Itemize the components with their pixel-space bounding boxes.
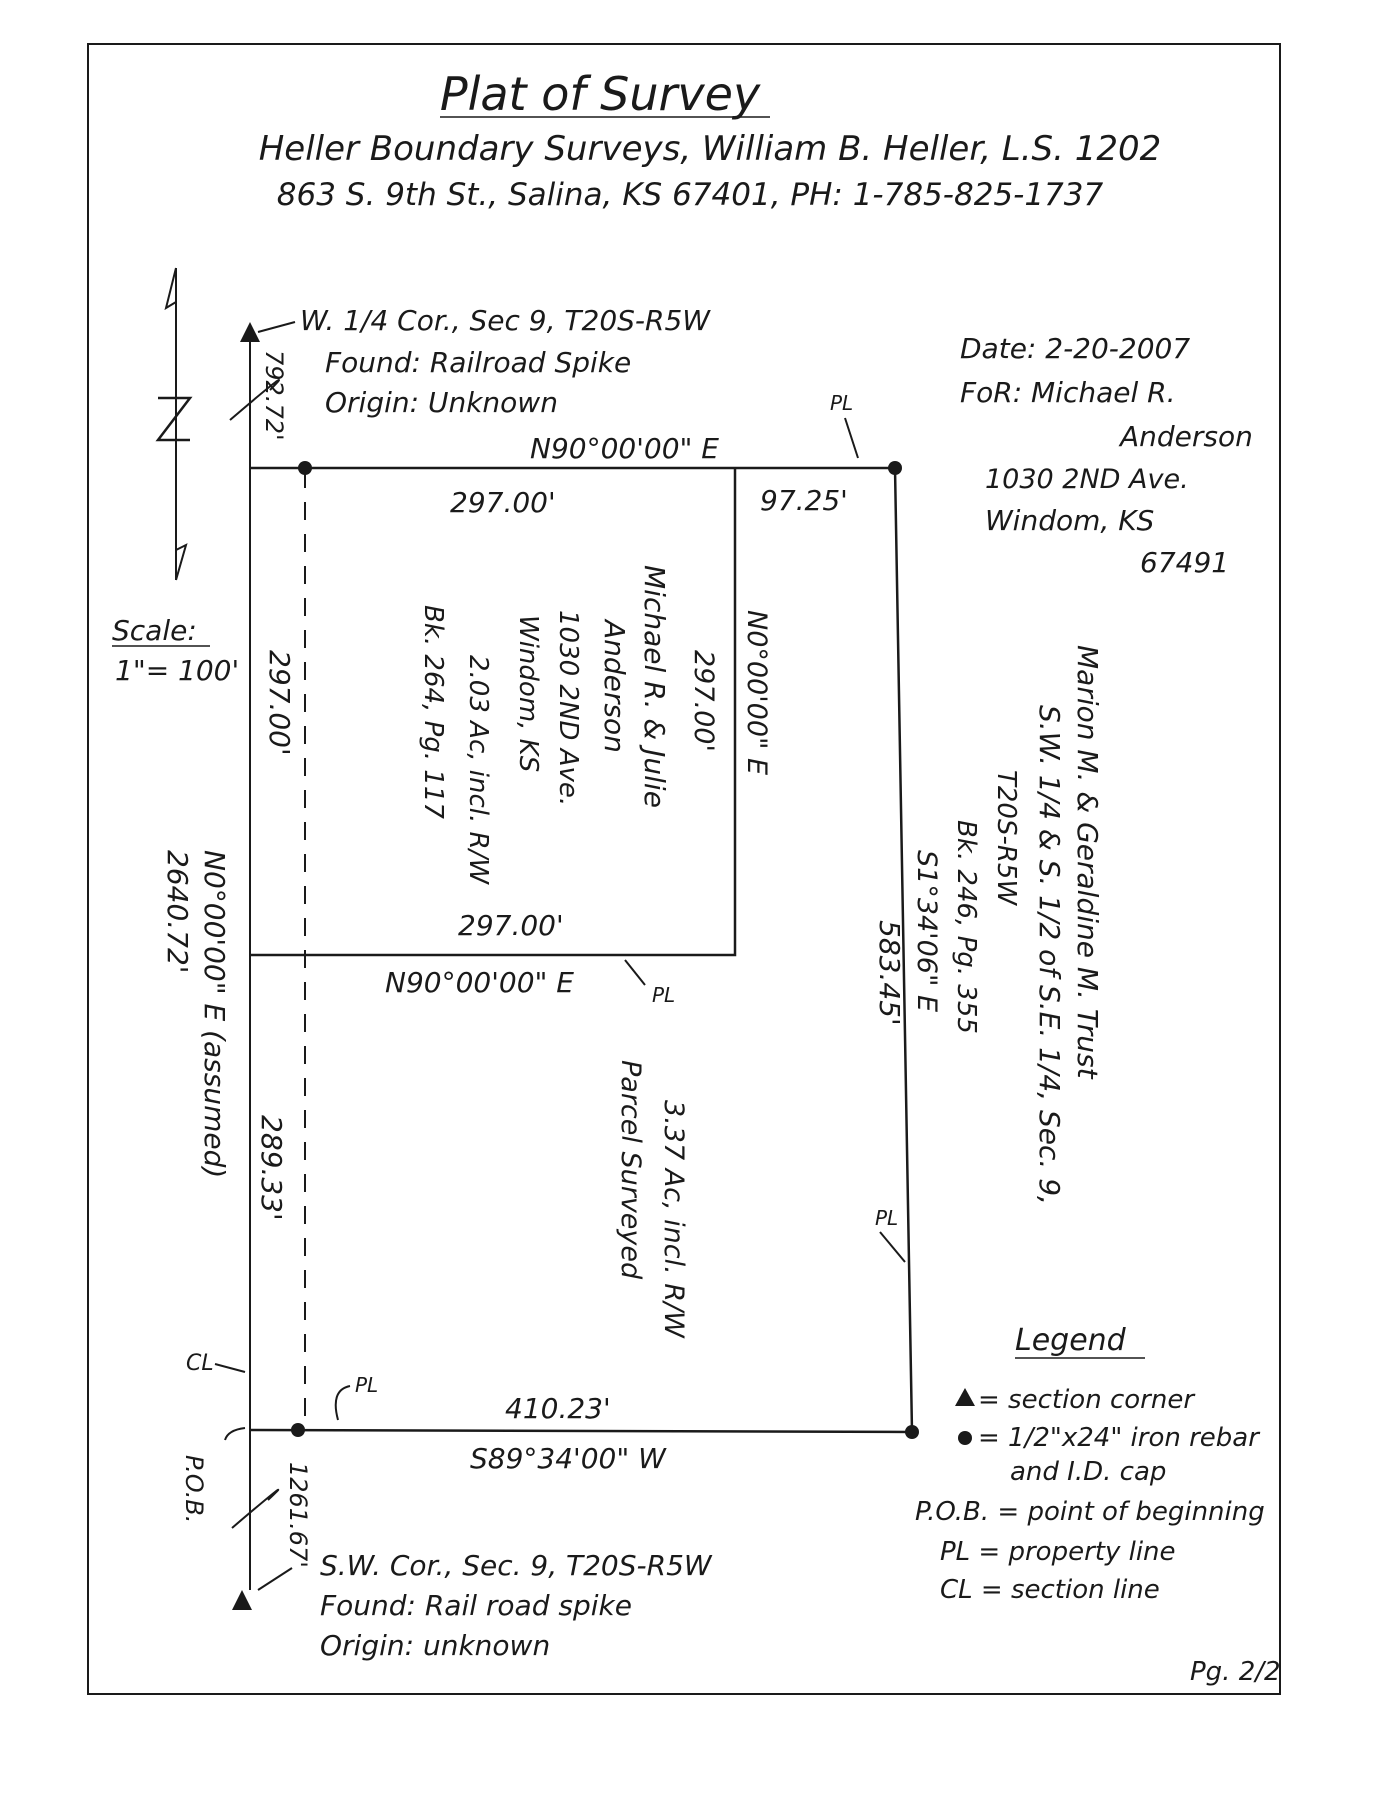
inner-owner1: Michael R. & Julie (638, 565, 671, 808)
cl-marker: CL (186, 1351, 214, 1376)
pl-leader-mid (625, 960, 645, 985)
east-bearing: S1°34'06" E (911, 850, 942, 1013)
client-address: 1030 2ND Ave. (985, 464, 1189, 495)
inner-bottom-bearing: N90°00'00" E (385, 966, 574, 999)
client-name-cont: Anderson (1120, 420, 1253, 453)
north-arrow (0, 0, 190, 580)
rebar-marker-nw (298, 461, 312, 475)
north-letter: N (0, 0, 1, 1)
section-corner-marker-w (240, 322, 260, 342)
rebar-marker-sw (291, 1423, 305, 1437)
top-inner-distance: 297.00' (450, 486, 556, 519)
inner-book: Bk. 264, Pg. 117 (418, 605, 448, 819)
legend-section-corner: = section corner (978, 1385, 1195, 1415)
adjacent-line4: Bk. 246, Pg. 355 (951, 820, 981, 1034)
client-city: Windom, KS (985, 504, 1155, 537)
rebar-marker-se (905, 1425, 919, 1439)
section-corner-marker-sw (232, 1590, 252, 1610)
adjacent-line1: Marion M. & Geraldine M. Trust (1071, 645, 1104, 1079)
north-letter-shape (158, 398, 190, 440)
pl-marker-south: PL (355, 1373, 379, 1397)
section-line-top-distance: 792.72' (260, 350, 288, 441)
inner-address: 1030 2ND Ave. (553, 610, 583, 807)
legend-rebar-2: and I.D. cap (1010, 1457, 1167, 1487)
inner-right-distance: 297.00' (688, 650, 719, 752)
legend-section-corner-icon (955, 1388, 975, 1406)
client-zip: 67491 (1140, 546, 1230, 579)
plat-title: Plat of Survey (439, 67, 761, 121)
section-line-bearing: N0°00'00" E (assumed) (198, 850, 231, 1179)
surveyed-area: 3.37 Ac, incl. R/W (658, 1100, 689, 1338)
adjacent-line3: T20S-R5W (991, 770, 1021, 906)
inner-right-bearing: N0°00'00" E (741, 610, 772, 776)
inner-parcel-text (418, 565, 671, 885)
pl-leader-top (845, 418, 858, 458)
for-label: FoR: Michael R. (960, 376, 1176, 409)
south-bearing: S89°34'00" W (470, 1442, 666, 1475)
w-quarter-corner-line2: Found: Railroad Spike (325, 346, 632, 379)
legend-rebar-icon (958, 1431, 972, 1445)
w-quarter-corner-line1: W. 1/4 Cor., Sec 9, T20S-R5W (300, 304, 710, 337)
inner-owner2: Anderson (598, 620, 631, 753)
east-length: 583.45' (873, 920, 906, 1026)
legend-pob: P.O.B. = point of beginning (915, 1497, 1265, 1527)
legend-cl: CL = section line (940, 1575, 1160, 1605)
pl-marker-top: PL (830, 391, 854, 415)
address-line: 863 S. 9th St., Salina, KS 67401, PH: 1-785-825-1737 (276, 177, 1104, 213)
south-length: 410.23' (505, 1392, 611, 1425)
w-quarter-leader (258, 322, 295, 332)
pob-leader (225, 1428, 245, 1440)
cl-leader (215, 1364, 245, 1372)
rebar-marker-ne (888, 461, 902, 475)
pl-marker-east: PL (875, 1206, 899, 1230)
inner-bottom-distance: 297.00' (458, 909, 564, 942)
top-bearing: N90°00'00" E (530, 432, 719, 465)
scale-value: 1"= 100' (115, 654, 240, 687)
sw-corner-line1: S.W. Cor., Sec. 9, T20S-R5W (320, 1549, 712, 1582)
sw-corner-leader (258, 1568, 292, 1590)
w-quarter-corner-line3: Origin: Unknown (325, 386, 558, 419)
section-break-bottom (232, 1490, 278, 1528)
adjacent-line2: S.W. 1/4 & S. 1/2 of S.E. 1/4, Sec. 9, (1033, 705, 1066, 1205)
pl-leader-east (880, 1232, 905, 1262)
legend-title: Legend (1015, 1323, 1126, 1358)
west-lower-distance: 289.33' (255, 1115, 288, 1221)
pob-marker: P.O.B. (180, 1455, 208, 1524)
section-line-bottom-distance: 1261.67' (284, 1462, 312, 1568)
legend-pl: PL = property line (940, 1537, 1176, 1567)
company-line: Heller Boundary Surveys, William B. Heller, L.S. 1202 (258, 129, 1162, 169)
inner-city: Windom, KS (513, 615, 543, 773)
inner-area: 2.03 Ac, incl. R/W (463, 655, 493, 885)
page-number: Pg. 2/2 (1190, 1657, 1281, 1687)
date-label: Date: 2-20-2007 (960, 332, 1191, 365)
pl-leader-south (336, 1386, 350, 1420)
top-right-distance: 97.25' (760, 484, 848, 517)
section-line-total: 2640.72' (161, 850, 194, 974)
surveyed-label: Parcel Surveyed (615, 1060, 646, 1280)
inner-left-distance: 297.00' (263, 650, 296, 756)
legend (915, 1323, 1265, 1605)
scale-label: Scale: (112, 614, 197, 647)
adjacent-parcel-text (951, 645, 1104, 1205)
pl-marker-mid: PL (652, 983, 676, 1007)
sw-corner-line2: Found: Rail road spike (320, 1589, 632, 1622)
legend-rebar-1: = 1/2"x24" iron rebar (978, 1423, 1259, 1453)
sw-corner-line3: Origin: unknown (320, 1629, 551, 1662)
